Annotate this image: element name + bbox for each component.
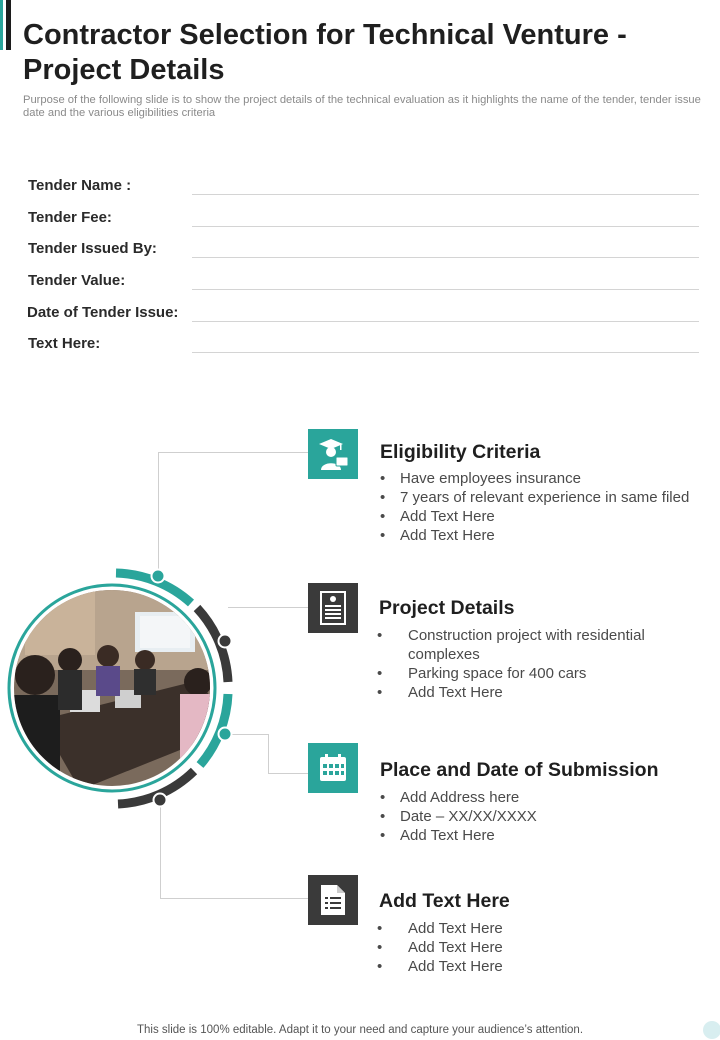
list-item: • Date – XX/XX/XXXX — [380, 807, 700, 826]
meeting-photo-group — [0, 560, 260, 820]
form-label: Date of Tender Issue: — [27, 304, 179, 321]
list-item: • Add Address here — [380, 788, 700, 807]
list-item: • Add Text Here — [377, 919, 677, 938]
section-title-eligibility: Eligibility Criteria — [380, 441, 541, 463]
form-input-line[interactable] — [192, 257, 699, 258]
form-label: Tender Issued By: — [28, 240, 157, 257]
bullet-list — [377, 919, 677, 976]
form-label: Tender Value: — [28, 272, 126, 289]
list-item: • Parking space for 400 cars — [377, 664, 677, 683]
form-row-tender-fee — [27, 209, 699, 237]
accent-bar-dark — [6, 0, 11, 50]
form-input-line[interactable] — [192, 352, 699, 353]
list-item: • Add Text Here — [377, 957, 677, 976]
form-input-line[interactable] — [192, 226, 699, 227]
accent-bar-teal — [0, 0, 3, 50]
list-item: • Add Text Here — [380, 826, 700, 845]
form-row-tender-name — [27, 177, 699, 205]
form-label: Tender Fee: — [28, 209, 112, 226]
list-item: • Add Text Here — [377, 938, 677, 957]
list-item: • Have employees insurance — [380, 469, 715, 488]
connector-line — [268, 734, 269, 774]
meeting-photo — [0, 560, 260, 820]
list-item: • Add Text Here — [377, 683, 677, 702]
graduate-icon — [308, 429, 358, 479]
list-item: • 7 years of relevant experience in same filed — [380, 488, 715, 507]
list-document-icon — [308, 875, 358, 925]
list-item: • Add Text Here — [380, 507, 715, 526]
bullet-list — [380, 469, 715, 545]
section-title-add-text: Add Text Here — [379, 890, 510, 912]
form-row-tender-value — [27, 272, 699, 300]
bullet-list — [377, 626, 677, 702]
page-title: Contractor Selection for Technical Venture - Project Details — [23, 19, 627, 86]
form-row-date-of-issue — [27, 304, 699, 332]
list-item: • Add Text Here — [380, 526, 715, 545]
connector-line — [268, 773, 308, 774]
form-input-line[interactable] — [192, 194, 699, 195]
connector-line — [158, 452, 308, 453]
list-item: • Construction project with residential complexes — [377, 626, 677, 664]
document-icon — [308, 583, 358, 633]
form-input-line[interactable] — [192, 289, 699, 290]
connector-line — [160, 898, 308, 899]
form-row-text-here — [27, 335, 699, 363]
form-label: Tender Name : — [28, 177, 132, 194]
form-label: Text Here: — [28, 335, 101, 352]
form-input-line[interactable] — [192, 321, 699, 322]
section-title-submission: Place and Date of Submission — [380, 759, 659, 781]
bullet-list — [380, 788, 700, 845]
connector-line — [158, 452, 159, 576]
page-subtitle: Purpose of the following slide is to show the project details of the technical evaluation as it highlights the name of the tender, tender issue date and the various eligibilities criteria — [23, 94, 701, 119]
calendar-icon — [308, 743, 358, 793]
section-title-project-details: Project Details — [379, 597, 515, 619]
corner-decoration — [703, 1021, 720, 1039]
form-row-tender-issued-by — [27, 240, 699, 268]
footer-note: This slide is 100% editable. Adapt it to your need and capture your audience’s attention. — [136, 1024, 584, 1036]
